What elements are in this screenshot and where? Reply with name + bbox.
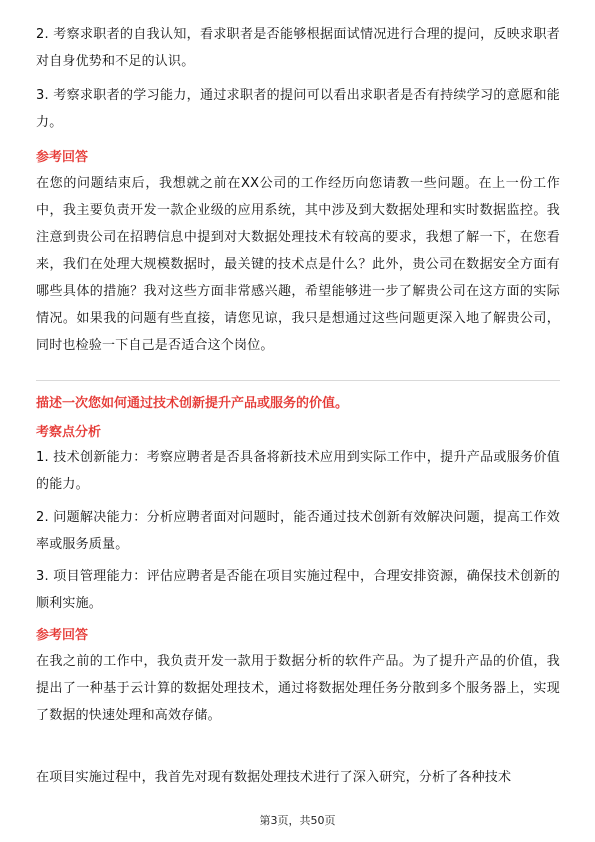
analysis-point-1: 1. 技术创新能力：考察应聘者是否具备将新技术应用到实际工作中，提升产品或服务价值的能力。 (36, 450, 560, 492)
answer2-paragraph-2: 在项目实施过程中，我首先对现有数据处理技术进行了深入研究，分析了各种技术 (36, 770, 512, 785)
section-divider (36, 380, 560, 381)
intro-point-2: 2. 考察求职者的自我认知，看求职者是否能够根据面试情况进行合理的提问，反映求职者对自身优势和不足的认识。 (36, 27, 560, 69)
answer2-heading: 参考回答 (36, 628, 89, 643)
document-page (36, 0, 560, 842)
answer-text: 在您的问题结束后，我想就之前在XX公司的工作经历向您请教一些问题。在上一份工作中，我主要负责开发一款企业级的应用系统，其中涉及到大数据处理和实时数据监控。我注意到贵公司在招聘信息中提到对大数据处理技术有较高的要求，我想了解一下，在您看来，我们在处理大规模数据时，最关键的技术点是什么？此外，贵公司在数据安全方面有哪些具体的措施？我对这些方面非常感兴趣，希望能够进一步了解贵公司在这方面的实际情况。如果我的问题有些直接，请您见谅，我只是想通过这些问题更深入地了解贵公司，同时也检验一下自己是否适合这个岗位。 (36, 176, 560, 353)
analysis-heading: 考察点分析 (36, 425, 102, 440)
question-title: 描述一次您如何通过技术创新提升产品或服务的价值。 (36, 396, 349, 411)
page-footer: 第3页，共50页 (259, 814, 336, 827)
analysis-point-2: 2. 问题解决能力：分析应聘者面对问题时，能否通过技术创新有效解决问题，提高工作效率或服务质量。 (36, 510, 560, 552)
answer-heading: 参考回答 (36, 150, 89, 165)
analysis-point-3: 3. 项目管理能力：评估应聘者是否能在项目实施过程中，合理安排资源，确保技术创新的顺利实施。 (36, 569, 560, 611)
answer2-paragraph-1: 在我之前的工作中，我负责开发一款用于数据分析的软件产品。为了提升产品的价值，我提出了一种基于云计算的数据处理技术，通过将数据处理任务分散到多个服务器上，实现了数据的快速处理和高效存储。 (36, 654, 560, 723)
intro-point-3: 3. 考察求职者的学习能力，通过求职者的提问可以看出求职者是否有持续学习的意愿和能力。 (36, 88, 560, 130)
